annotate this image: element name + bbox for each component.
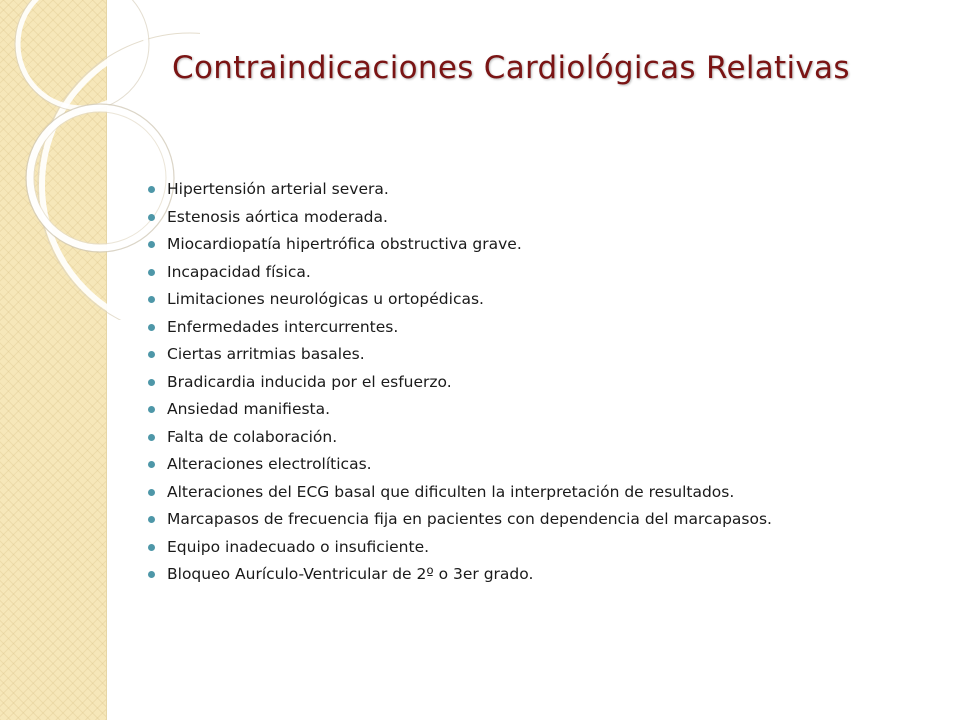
list-item [148,316,772,344]
bullet-dot-icon [148,434,155,441]
bullet-dot-icon [148,571,155,578]
list-item [148,206,772,234]
bullet-text: Estenosis aórtica moderada. [167,207,388,226]
list-item [148,343,772,371]
bullet-dot-icon [148,406,155,413]
bullet-text: Alteraciones electrolíticas. [167,455,372,473]
bullet-text: Hipertensión arterial severa. [167,180,389,198]
bullet-dot-icon [148,544,155,551]
bullet-dot-icon [148,241,155,248]
list-item [148,536,772,564]
list-item [148,261,772,289]
bullet-dot-icon [148,516,155,523]
bullet-text: Enfermedades intercurrentes. [167,317,399,336]
bullet-text: Bloqueo Aurículo-Ventricular de 2º o 3er grado. [167,565,534,583]
bullet-dot-icon [148,461,155,468]
bullet-text: Bradicardia inducida por el esfuerzo. [167,372,452,391]
list-item [148,563,772,591]
bullet-text: Alteraciones del ECG basal que dificulten la interpretación de resultados. [167,482,735,501]
bullet-text: Incapacidad física. [167,262,311,281]
bullet-text: Ciertas arritmias basales. [167,345,365,363]
bullet-text: Miocardiopatía hipertrófica obstructiva grave. [167,235,522,253]
bullet-text: Falta de colaboración. [167,427,338,446]
list-item [148,481,772,509]
bullet-dot-icon [148,186,155,193]
list-item [148,508,772,536]
bullet-list [148,178,772,591]
bullet-dot-icon [148,296,155,303]
bullet-text: Equipo inadecuado o insuficiente. [167,537,430,556]
slide-title: Contraindicaciones Cardiológicas Relativas [172,50,850,86]
bullet-dot-icon [148,379,155,386]
bullet-dot-icon [148,269,155,276]
bullet-text: Ansiedad manifiesta. [167,400,331,418]
bullet-dot-icon [148,489,155,496]
list-item [148,398,772,426]
bullet-dot-icon [148,351,155,358]
list-item [148,371,772,399]
list-item [148,453,772,481]
bullet-text: Limitaciones neurológicas u ortopédicas. [167,290,484,308]
list-item [148,288,772,316]
list-item [148,426,772,454]
list-item [148,178,772,206]
bullet-dot-icon [148,324,155,331]
list-item [148,233,772,261]
bullet-text: Marcapasos de frecuencia fija en pacientes con dependencia del marcapasos. [167,510,772,528]
bullet-dot-icon [148,214,155,221]
